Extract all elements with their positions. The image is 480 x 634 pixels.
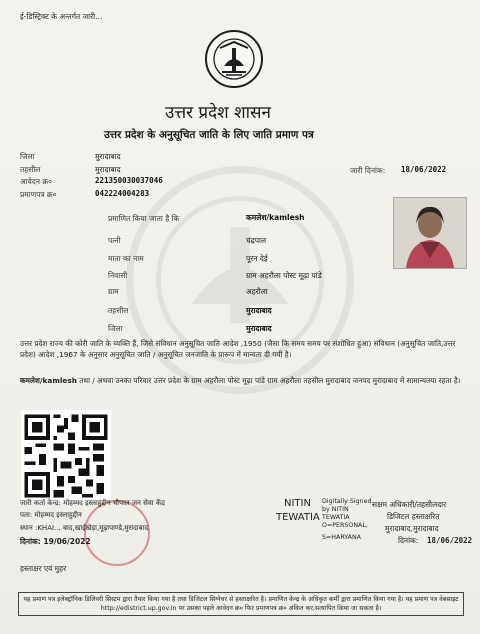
district-label: जिला [20,152,35,161]
signed-by-text: by NITIN [322,506,349,513]
detail-label: निवासी [108,271,128,280]
applicant-name-inline: कमलेश/kamlesh [20,376,77,385]
husband-name: चंद्रपाल [246,236,267,245]
signature-seal-label: हस्ताक्षर एवं मुहर [20,564,67,573]
certificate-subtitle: उत्तर प्रदेश के अनुसूचित जाति के लिए जाति प्रमाण पत्र [104,129,314,141]
residence-text: तथा / अथवा उनका परिवार उत्तर प्रदेश के ग्राम अहरौला पोस्ट मूढ़ा पांडे ग्राम अहरौला तहसील मुरादाबाद जनपद मुरादाबाद में सामान्यतया रहता है। [79,376,461,385]
issuing-center: जारी कर्ता केन्द्र: मोहम्मद इस्लाहुद्दीन चौपाल जन सेवा केंद्र [20,499,165,507]
authority-title: सक्षम अधिकारी/तहसीलदार [372,500,447,509]
signer-name-1: NITIN [284,498,311,509]
seal-stamp [84,500,150,566]
detail-label: जिला [108,324,123,333]
detail-label: प्रमाणित किया जाता है कि [108,214,180,223]
certificate-paragraph: उत्तर प्रदेश राज्य की कोरी जाति के व्यक्ति हैं, जिसे संविधान अनुसूचित जाति आदेश ,1950 (जैसा कि समय समय पर संशोधित हुआ) संविधान (अनुसूचित जाति,उत्तर प्रदेश) आदेश ,1967 के अनुसार अनुसूचित जाति / अनुसूचित जनजाति के प्रारूप में मान्यता दी गयी है। [20,339,456,359]
signer-org: O=PERSONAL, [322,522,368,529]
residence-value: ग्राम अहरौला पोस्ट मूढ़ा पांडे [246,271,322,280]
signer-name-2: TEWATIA [276,512,320,523]
certificate-number-label: प्रमाणपत्र क्र० [20,190,57,199]
top-note: ई-डिस्ट्रिक्ट के अन्तर्गत जारी... [20,12,103,21]
digitally-signed-text: Digitally Signed [322,498,372,505]
detail-label: माता का नाम [108,254,144,263]
authority-sign-text: डिजिटल हस्ताक्षरित [387,512,440,521]
tehsil-label: तहसील [20,165,41,174]
authority-date-value: 18/06/2022 [427,536,473,545]
detail-label: ग्राम [108,287,119,296]
watermark-emblem-icon [120,160,360,400]
district-value: मुरादाबाद [95,152,121,161]
signed-by-text-2: TEWATIA [322,514,350,521]
page-title: उत्तर प्रदेश शासन [165,103,271,123]
tehsil-value: मुरादाबाद [95,165,121,174]
qr-code-icon [21,410,111,502]
residence-paragraph [20,375,464,386]
issue-date-value: 18/06/2022 [401,165,447,174]
application-number: 221350030037046 [95,176,163,185]
tehsil-detail-value: मुरादाबाद [246,306,272,315]
issuer-date: दिनांक: 19/06/2022 [20,537,91,546]
district-detail-value: मुरादाबाद [246,324,272,333]
applicant-photo [393,197,467,269]
issuer-place-line: स्थान :KHAI... बाद,खाईखेड़ा,मूढ़ापाण्डे,मुरादाबाद [20,524,149,532]
mother-name: पूरन देई [246,254,268,263]
application-label: आवेदन क्र० [20,177,53,186]
village-value: अहरौला [246,287,268,296]
certificate-number: 042224004283 [95,189,150,198]
footer-note: यह प्रमाण पत्र इलेक्ट्रॉनिक डिलिवरी सिस्टम द्वारा तैयार किया गया है तथा डिजिटल सिग्नेचर से हस्ताक्षरित है। प्रमाणित केन्द्र के अधिकृत कर्मी द्वारा प्रमाणित किया गया है। यह प्रमाण पत्र वेबसाइट http://edistrict.up.gov.in पर उसका पहले आवेदन क्र० फिर प्रमाणपत्र क्र० अंकित कर,सत्यापित किया जा सकता है। [18,592,464,616]
signer-state: S=HARYANA [322,534,361,541]
detail-label: पत्नी [108,236,121,245]
issuer-name-line: पता: मोहम्मद इस्लाहुद्दीन [20,511,82,519]
up-emblem-icon [204,28,264,90]
authority-place: मुरादाबाद,मुरादाबाद [385,524,439,533]
authority-date-label: दिनांक: [398,536,419,545]
detail-label: तहसील [108,306,129,315]
issue-date-label: जारी दिनांक: [350,166,386,175]
applicant-name: कमलेश/kamlesh [246,213,305,222]
